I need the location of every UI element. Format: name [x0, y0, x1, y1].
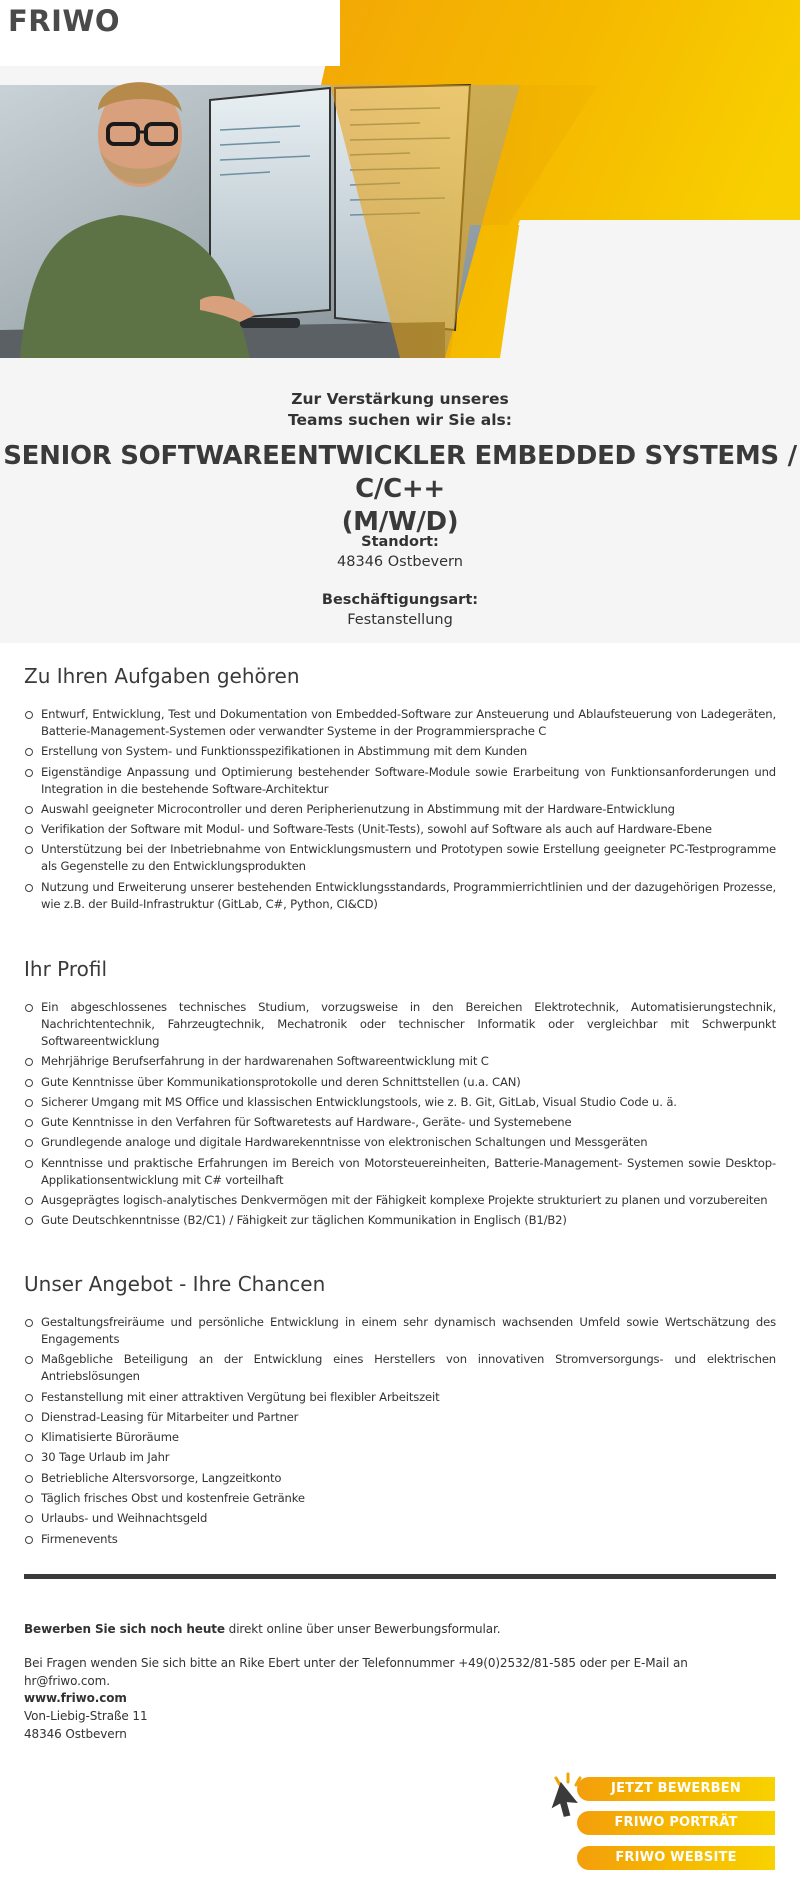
list-item: Gute Deutschkenntnisse (B2/C1) / Fähigkeit zur täglichen Kommunikation in Englisch (B1/B2)	[24, 1212, 776, 1229]
list-item: Betriebliche Altersvorsorge, Langzeitkonto	[24, 1470, 776, 1487]
list-item: Maßgebliche Beteiligung an der Entwicklung eines Herstellers von innovativen Stromversorgungs- und elektrischen Antriebslösungen	[24, 1351, 776, 1385]
address-street: Von-Liebig-Straße 11	[24, 1709, 148, 1723]
location-label: Standort:	[361, 534, 439, 550]
list-item: 30 Tage Urlaub im Jahr	[24, 1449, 776, 1466]
profile-section	[24, 957, 776, 1233]
employment-block	[0, 590, 800, 630]
profile-title: Ihr Profil	[24, 957, 108, 981]
section-divider	[24, 1574, 776, 1579]
tasks-list	[24, 706, 776, 913]
list-item: Verifikation der Software mit Modul- und Software-Tests (Unit-Tests), sowohl auf Software als auch auf Hardware-Ebene	[24, 821, 776, 838]
friwo-portrait-button[interactable]: FRIWO PORTRÄT	[577, 1811, 775, 1835]
intro-text	[0, 389, 800, 431]
list-item: Täglich frisches Obst und kostenfreie Getränke	[24, 1490, 776, 1507]
contact-text: Bei Fragen wenden Sie sich bitte an Rike Ebert unter der Telefonnummer +49(0)2532/81-585 oder per E-Mail an hr@friwo.com.	[24, 1656, 688, 1688]
job-title-line-2: (M/W/D)	[341, 507, 459, 537]
address-block	[24, 1689, 776, 1743]
intro-line-2: Teams suchen wir Sie als:	[288, 411, 512, 429]
apply-text-bold: Bewerben Sie sich noch heute	[24, 1622, 225, 1636]
list-item: Erstellung von System- und Funktionsspezifikationen in Abstimmung mit dem Kunden	[24, 743, 776, 760]
list-item: Gute Kenntnisse in den Verfahren für Softwaretests auf Hardware-, Geräte- und Systemebene	[24, 1114, 776, 1131]
apply-now-button[interactable]: JETZT BEWERBEN	[577, 1777, 775, 1801]
list-item: Mehrjährige Berufserfahrung in der hardwarenahen Softwareentwicklung mit C	[24, 1053, 776, 1070]
list-item: Sicherer Umgang mit MS Office und klassischen Entwicklungstools, wie z. B. Git, GitLab, Visual Studio Code u. ä.	[24, 1094, 776, 1111]
employment-label: Beschäftigungsart:	[321, 592, 479, 608]
website-link[interactable]: www.friwo.com	[24, 1691, 127, 1705]
list-item: Dienstrad-Leasing für Mitarbeiter und Partner	[24, 1409, 776, 1426]
offer-list	[24, 1314, 776, 1548]
profile-list	[24, 999, 776, 1229]
header-banner	[0, 0, 800, 643]
list-item: Nutzung und Erweiterung unserer bestehenden Entwicklungsstandards, Programmierrichtlinien und der dazugehörigen Prozesse, wie z.B. der Build-Infrastruktur (GitLab, C#, Python, CI&CD)	[24, 879, 776, 913]
list-item: Klimatisierte Büroräume	[24, 1429, 776, 1446]
list-item: Unterstützung bei der Inbetriebnahme von Entwicklungsmustern und Prototypen sowie Erstellung geeigneter PC-Testprogramme als Gegenstelle zu den Entwicklungsprodukten	[24, 841, 776, 875]
employment-value: Festanstellung	[347, 612, 453, 628]
list-item: Ein abgeschlossenes technisches Studium, vorzugsweise in den Bereichen Elektrotechnik, Automatisierungstechnik, Nachrichtentechnik, Fahrzeugtechnik, Mechatronik oder technischer Informatik oder vergleichbar mit Schwerpunkt Softwareentwicklung	[24, 999, 776, 1050]
list-item: Festanstellung mit einer attraktiven Vergütung bei flexibler Arbeitszeit	[24, 1389, 776, 1406]
friwo-logo[interactable]: FRIWO	[8, 4, 121, 38]
list-item: Grundlegende analoge und digitale Hardwarekenntnisse von elektronischen Schaltungen und Messgeräten	[24, 1134, 776, 1151]
job-title	[0, 440, 800, 539]
friwo-website-button[interactable]: FRIWO WEBSITE	[577, 1846, 775, 1870]
location-block	[0, 532, 800, 572]
list-item: Entwurf, Entwicklung, Test und Dokumentation von Embedded-Software zur Ansteuerung und Ablaufsteuerung von Ladegeräten, Batterie-Management-Systemen oder verwandter Systeme in der Programmiersprache C	[24, 706, 776, 740]
offer-section	[24, 1272, 776, 1551]
address-city: 48346 Ostbevern	[24, 1727, 127, 1741]
list-item: Kenntnisse und praktische Erfahrungen im Bereich von Motorsteuereinheiten, Batterie-Management- Systemen sowie Desktop-Applikationsentwicklung mit C# vorteilhaft	[24, 1155, 776, 1189]
list-item: Firmenevents	[24, 1531, 776, 1548]
apply-text-rest: direkt online über unser Bewerbungsformular.	[224, 1622, 501, 1636]
list-item: Gute Kenntnisse über Kommunikationsprotokolle und deren Schnittstellen (u.a. CAN)	[24, 1074, 776, 1091]
apply-text	[24, 1620, 776, 1638]
offer-title: Unser Angebot - Ihre Chancen	[24, 1272, 326, 1296]
job-title-line-1: SENIOR SOFTWAREENTWICKLER EMBEDDED SYSTEMS / C/C++	[3, 441, 797, 504]
list-item: Gestaltungsfreiräume und persönliche Entwicklung in einem sehr dynamisch wachsenden Umfeld sowie Wertschätzung des Engagements	[24, 1314, 776, 1348]
tasks-section	[24, 664, 776, 916]
tasks-title: Zu Ihren Aufgaben gehören	[24, 664, 300, 688]
list-item: Auswahl geeigneter Microcontroller und deren Peripherienutzung in Abstimmung mit der Hardware-Entwicklung	[24, 801, 776, 818]
list-item: Ausgeprägtes logisch-analytisches Denkvermögen mit der Fähigkeit komplexe Projekte strukturiert zu planen und vorzubereiten	[24, 1192, 776, 1209]
intro-line-1: Zur Verstärkung unseres	[291, 390, 509, 408]
location-value: 48346 Ostbevern	[337, 554, 463, 570]
list-item: Urlaubs- und Weihnachtsgeld	[24, 1510, 776, 1527]
list-item: Eigenständige Anpassung und Optimierung bestehender Software-Module sowie Erarbeitung von Funktionsanforderungen und Integration in die bestehende Software-Architektur	[24, 764, 776, 798]
